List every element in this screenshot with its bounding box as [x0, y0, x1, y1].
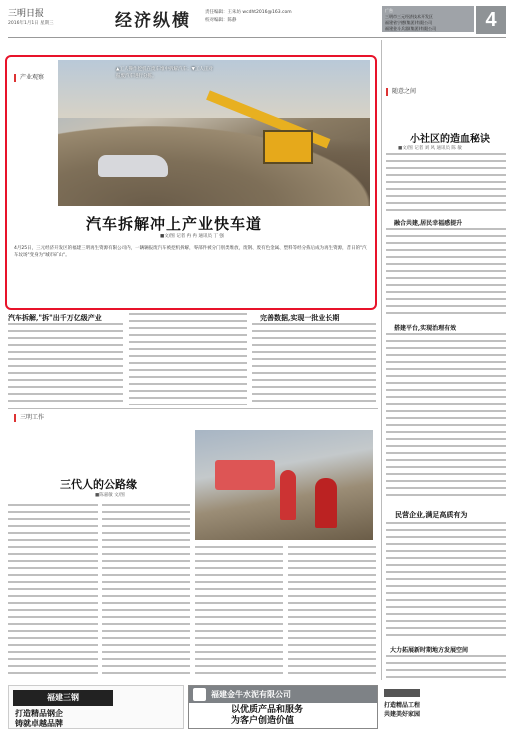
masthead	[0, 0, 514, 36]
photo-worker	[315, 478, 337, 528]
photo-worker	[280, 470, 296, 520]
bottom-ad-right[interactable]	[382, 685, 506, 729]
photo-excavator-cab	[263, 130, 313, 164]
text-column	[386, 522, 506, 640]
ad-slogan-line: 以优质产品和服务	[231, 705, 304, 715]
ad-slogan	[231, 705, 303, 727]
editor-info	[205, 9, 292, 25]
ad-slogan	[15, 709, 63, 729]
text-column	[288, 546, 376, 678]
text-column	[386, 153, 506, 213]
top-ad-line: 福建金斗兵器(集团)有限公司	[385, 26, 437, 31]
page-number: 4	[476, 6, 506, 34]
ad-slogan	[384, 701, 420, 719]
top-ad-line: 三明市三元经济技术开发区	[385, 14, 433, 19]
bottom-ad-middle[interactable]	[188, 685, 378, 729]
text-column	[129, 313, 247, 405]
feature-column-tag: 产业观察	[14, 74, 44, 82]
ad-logo: 福建三钢	[13, 690, 113, 706]
photo-truck	[215, 460, 275, 490]
text-column	[386, 655, 506, 680]
ad-company-name: 福建金牛水泥有限公司	[211, 690, 291, 699]
editor-line: 校对编辑：陈静	[205, 18, 237, 23]
lower-headline: 三代人的公路缘	[60, 478, 137, 491]
right-story-byline: ■文/图 记者 刘 风 通讯员 陈 敏	[398, 146, 462, 151]
top-ad-label: 广告	[385, 8, 393, 13]
right-column-tag: 随意之间	[386, 88, 416, 96]
right-story-headline: 小社区的造血秘诀	[410, 134, 490, 145]
bottom-ad-left[interactable]	[8, 685, 184, 729]
right-subhead: 搭建平台,实现治理有效	[394, 325, 457, 332]
right-story-headline: 民营企业,满足高质有为	[395, 510, 468, 519]
photo-caption: ▲工人操作挖机在废车堆中拆解汽车；▼工人正对报废汽车进行分拣。	[116, 67, 213, 79]
ad-slogan-line: 打造精品工程	[384, 702, 421, 709]
ad-slogan-line: 共建美好家园	[384, 711, 421, 718]
masthead-divider	[8, 37, 506, 38]
ad-slogan-line: 为客户创造价值	[231, 716, 295, 726]
top-ad-line: 福建省宁德(集团)有限公司	[385, 20, 433, 25]
paper-name: 三明日报	[8, 9, 45, 19]
ad-slogan-line: 打造精品钢企	[15, 709, 63, 718]
feature-byline: ■文/图 记者 冉 冉 通讯员 丁 强	[160, 234, 224, 239]
text-column	[102, 504, 190, 678]
editor-line: 责任编辑：王朱坊 wcdht2016@163.com	[205, 10, 292, 15]
section-divider	[8, 408, 378, 409]
lower-column-tag: 三明工作	[14, 414, 44, 422]
text-column	[8, 323, 123, 405]
feature-headline: 汽车拆解冲上产业快车道	[86, 215, 263, 233]
ad-logo-icon	[384, 689, 420, 697]
feature-subhead: 汽车拆解,"拆"出千万亿级产业	[8, 313, 102, 322]
right-subhead: 大力拓展新时期地方发展空间	[390, 647, 469, 654]
section-title: 经济纵横	[115, 11, 191, 31]
cement-logo-icon	[193, 688, 206, 701]
text-column	[386, 333, 506, 501]
date-line: 2016年1月1日 星期三	[8, 21, 54, 26]
right-subhead: 融合共建,居民幸福感提升	[394, 220, 463, 227]
lower-photo	[195, 430, 373, 540]
text-column	[386, 228, 506, 318]
feature-subhead: 完善数据,实现一批业长期	[260, 313, 340, 322]
feature-photo	[58, 60, 370, 206]
lower-byline: ■陈嘉敏 文/图	[95, 493, 125, 498]
column-divider	[381, 40, 382, 680]
feature-lead: 4月25日，三元经济开发区的福建三明再生资源有限公司内，一辆辆报废汽车被挖机拆解，零部件被分门别类堆放，废钢、废有色金属、塑料等经分拣后成为再生资源，昔日的"汽车坟场"变身为"城市矿山"。	[14, 246, 367, 258]
text-column	[195, 546, 283, 678]
photo-car-body	[98, 155, 168, 177]
text-column	[252, 323, 376, 405]
ad-slogan-line: 铸就卓越品牌	[15, 719, 63, 728]
top-ad[interactable]	[382, 6, 474, 32]
text-column	[8, 504, 98, 678]
